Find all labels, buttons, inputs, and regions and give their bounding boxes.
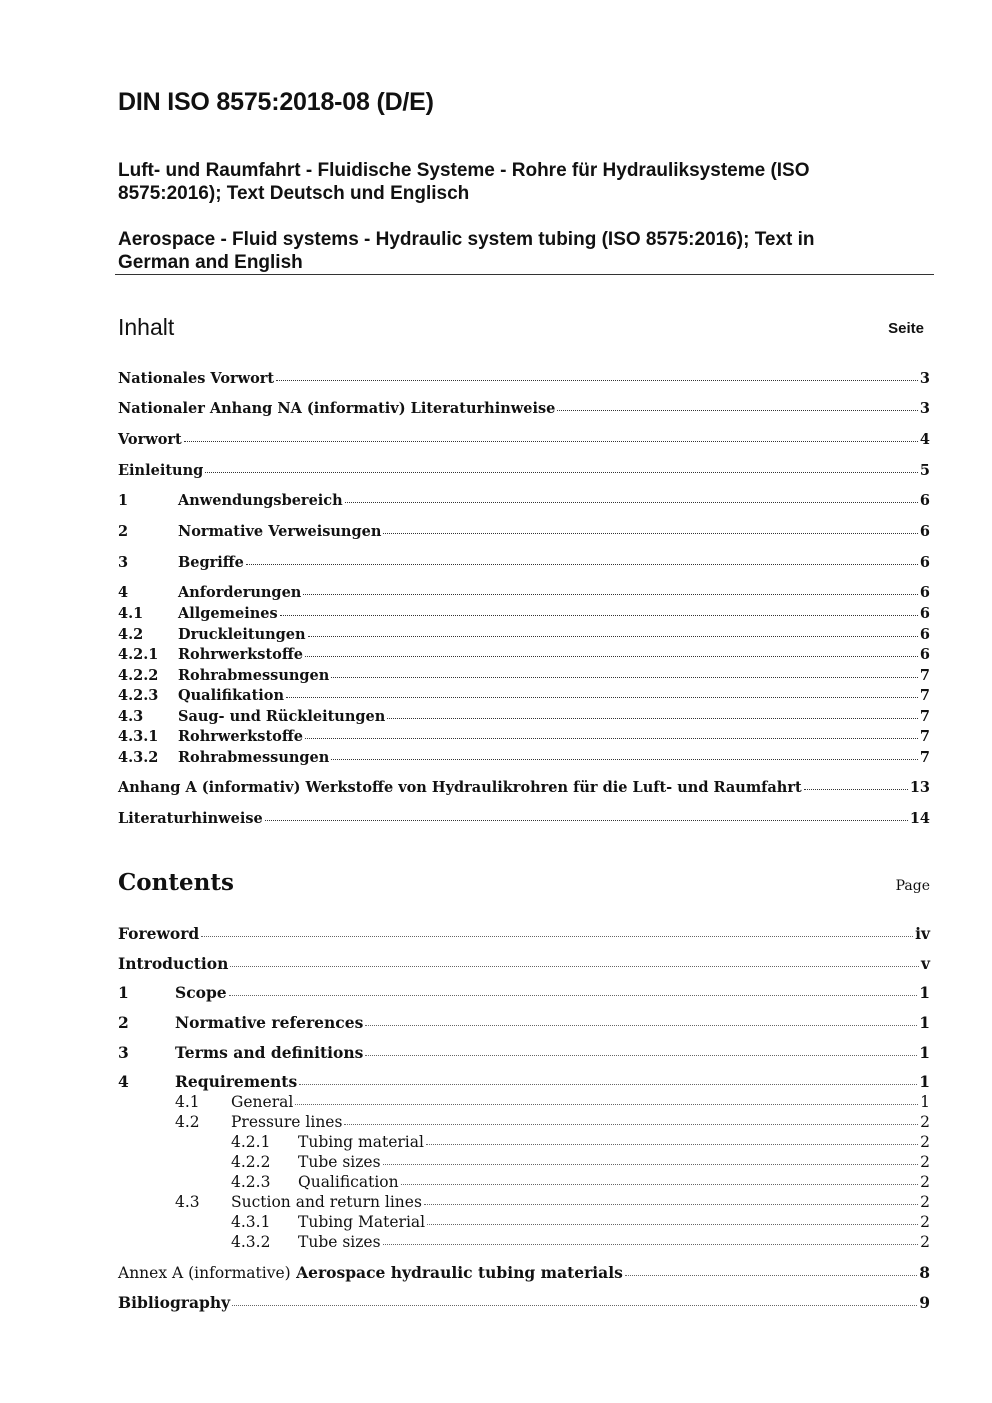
- toc-entry[interactable]: Anhang A (informativ) Werkstoffe von Hydraulikrohren für die Luft- und Raumfahrt 13: [118, 779, 930, 796]
- toc-entry[interactable]: 4.2 Druckleitungen 6: [118, 626, 930, 643]
- toc-entry[interactable]: 4 Anforderungen 6: [118, 584, 930, 601]
- toc-entry[interactable]: 4.2.1 Rohrwerkstoffe 6: [118, 646, 930, 663]
- toc-entry[interactable]: Annex A (informative) Aerospace hydraulic tubing materials 8: [118, 1263, 930, 1282]
- toc-entry[interactable]: 4 Requirements 1: [118, 1072, 930, 1091]
- toc-entry[interactable]: 1 Anwendungsbereich 6: [118, 492, 930, 509]
- toc-entry[interactable]: 1 Scope 1: [118, 983, 930, 1002]
- contents-page-label: Page: [895, 878, 930, 894]
- toc-entry[interactable]: Nationaler Anhang NA (informativ) Literaturhinweise 3: [118, 400, 930, 417]
- toc-entry[interactable]: Vorwort 4: [118, 431, 930, 448]
- inhalt-page-label: Seite: [888, 320, 924, 337]
- toc-entry[interactable]: 3 Begriffe 6: [118, 554, 930, 571]
- toc-entry[interactable]: 4.1 General 1: [175, 1093, 930, 1111]
- toc-entry[interactable]: 4.3.1 Rohrwerkstoffe 7: [118, 728, 930, 745]
- toc-entry[interactable]: 4.3.2 Tube sizes 2: [231, 1233, 930, 1251]
- toc-entry[interactable]: 4.2.2 Rohrabmessungen 7: [118, 667, 930, 684]
- toc-entry[interactable]: 4.1 Allgemeines 6: [118, 605, 930, 622]
- toc-entry[interactable]: 2 Normative references 1: [118, 1013, 930, 1032]
- document-id: DIN ISO 8575:2018-08 (D/E): [118, 88, 434, 116]
- toc-entry[interactable]: 4.3.1 Tubing Material 2: [231, 1213, 930, 1231]
- toc-entry[interactable]: 2 Normative Verweisungen 6: [118, 523, 930, 540]
- toc-entry[interactable]: 4.2.1 Tubing material 2: [231, 1133, 930, 1151]
- contents-heading: Contents: [118, 869, 234, 896]
- toc-entry[interactable]: 4.2.3 Qualification 2: [231, 1173, 930, 1191]
- toc-entry[interactable]: 4.2 Pressure lines 2: [175, 1113, 930, 1131]
- toc-entry[interactable]: Introduction v: [118, 954, 930, 973]
- inhalt-heading: Inhalt: [118, 314, 175, 340]
- toc-entry[interactable]: Literaturhinweise 14: [118, 810, 930, 827]
- toc-entry[interactable]: 3 Terms and definitions 1: [118, 1043, 930, 1062]
- toc-entry[interactable]: 4.2.2 Tube sizes 2: [231, 1153, 930, 1171]
- toc-entry[interactable]: Foreword iv: [118, 924, 930, 943]
- toc-entry[interactable]: 4.3 Suction and return lines 2: [175, 1193, 930, 1211]
- subtitle-english: Aerospace - Fluid systems - Hydraulic system tubing (ISO 8575:2016); Text in German and English: [118, 229, 815, 273]
- header-divider: [115, 274, 934, 275]
- toc-entry[interactable]: 4.3 Saug- und Rückleitungen 7: [118, 708, 930, 725]
- subtitle-german: Luft- und Raumfahrt - Fluidische Systeme - Rohre für Hydrauliksysteme (ISO 8575:2016); Text Deutsch und Englisch: [118, 160, 810, 204]
- toc-entry[interactable]: Nationales Vorwort 3: [118, 370, 930, 387]
- toc-entry[interactable]: 4.2.3 Qualifikation 7: [118, 687, 930, 704]
- toc-entry[interactable]: Bibliography 9: [118, 1293, 930, 1312]
- toc-entry[interactable]: 4.3.2 Rohrabmessungen 7: [118, 749, 930, 766]
- toc-entry[interactable]: Einleitung 5: [118, 462, 930, 479]
